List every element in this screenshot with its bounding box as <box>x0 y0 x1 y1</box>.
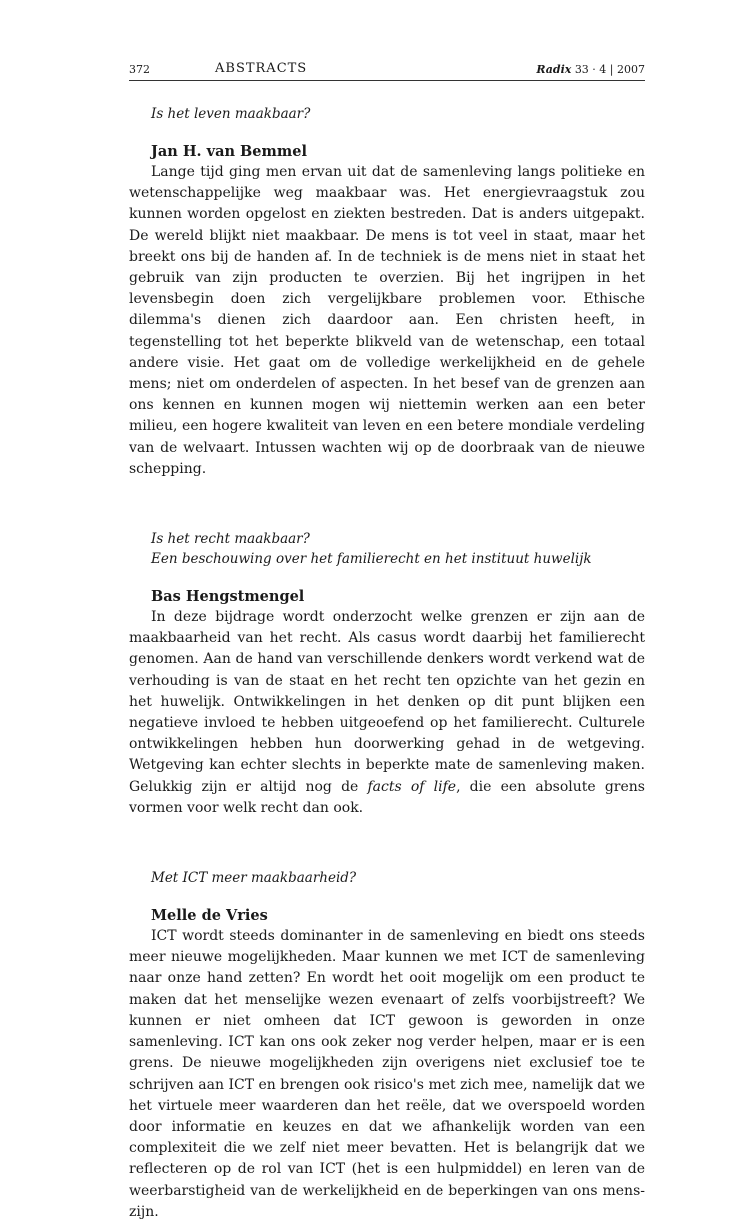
abstract-1 <box>129 104 645 480</box>
article-author: Melle de Vries <box>151 907 268 925</box>
journal-issue: 33 · 4 | 2007 <box>574 63 645 76</box>
article-title: Met ICT meer maakbaarheid? <box>151 870 357 887</box>
body-italic-phrase: facts of life <box>367 778 457 795</box>
article-body: Lange tijd ging men ervan uit dat de samenleving langs politieke en wetenschappelijke weg maakbaar was. Het energievraagstuk zou kunnen worden opgelost en ziekten bestreden. Dat is anders uitgepakt. De wereld blijkt niet maakbaar. De mens is tot veel in staat, maar het breekt ons bij de handen af. In de techniek is de mens niet in staat het gebruik van zijn producten te overzien. Bij het ingrijpen in het levensbegin doen zich vergelijkbare problemen voor. Ethische dilemma's dienen zich daardoor aan. Een christen heeft, in tegenstelling tot het beperkte blikveld van de wetenschap, een totaal andere visie. Het gaat om de volledige werkelijkheid en de gehele mens; niet om onderdelen of aspecten. In het besef van de grenzen aan ons kennen en kunnen mogen wij niettemin werken aan een beter milieu, een hogere kwaliteit van leven en een betere mondiale verdeling van de welvaart. Intussen wachten wij op de doorbraak van de nieuwe schepping. <box>129 164 645 477</box>
abstracts-content <box>129 104 645 1223</box>
article-subtitle: Een beschouwing over het familierecht en het instituut huwelijk <box>151 551 592 568</box>
abstract-2 <box>129 529 645 819</box>
article-author: Jan H. van Bemmel <box>151 143 307 160</box>
page-header <box>129 61 645 79</box>
journal-name: Radix <box>536 63 572 76</box>
article-body: ICT wordt steeds dominanter in de samenleving en biedt ons steeds meer nieuwe mogelijkheden. Maar kunnen we met ICT de samenleving naar onze hand zetten? En wordt het ooit mogelijk om een product te maken dat het menselijke wezen evenaart of zelfs voorbijstreeft? We kunnen er niet omheen dat ICT gewoon is geworden in onze samenleving. ICT kan ons ook zeker nog verder helpen, maar er is een grens. De nieuwe mogelijkheden zijn overigens niet exclusief toe te schrijven aan ICT en brengen ook risico's met zich mee, namelijk dat we het virtuele meer waarderen dan het reële, dat we overspoeld worden door informatie en keuzes en dat we afhankelijk worden van een complexiteit die we zelf niet meer bevatten. Het is belangrijk dat we reflecteren op de rol van ICT (het is een hulpmiddel) en leren van de weerbarstigheid van de werkelijkheid en de beperkingen van ons mens-zijn. <box>129 928 645 1220</box>
section-title: ABSTRACTS <box>215 61 308 76</box>
body-text: In deze bijdrage wordt onderzocht welke grenzen er zijn aan de maakbaarheid van het recht. Als casus wordt daarbij het familierecht genomen. Aan de hand van verschillende denkers wordt verkend wat de verhouding is van de staat en het recht ten opzichte van het gezin en het huwelijk. Ontwikkelingen in het denken op dit punt blijken een negatieve invloed te hebben uitgeoefend op het familierecht. Culturele ontwikkelingen hebben hun doorwerking gehad in de wetgeving. Wetgeving kan echter slechts in beperkte mate de samenleving maken. Gelukkig zijn er altijd nog de <box>129 609 645 795</box>
header-divider <box>129 80 645 81</box>
abstract-3 <box>129 868 645 1223</box>
article-body <box>129 607 645 819</box>
section-spacer <box>129 480 645 529</box>
article-title: Is het leven maakbaar? <box>151 106 311 122</box>
article-title: Is het recht maakbaar? <box>151 531 310 548</box>
section-spacer <box>129 819 645 868</box>
body-text-end: , die een absolute grens vormen voor welk recht dan ook. <box>129 778 645 816</box>
journal-reference <box>536 63 645 76</box>
page-number: 372 <box>129 63 150 76</box>
article-author: Bas Hengstmengel <box>151 588 305 606</box>
